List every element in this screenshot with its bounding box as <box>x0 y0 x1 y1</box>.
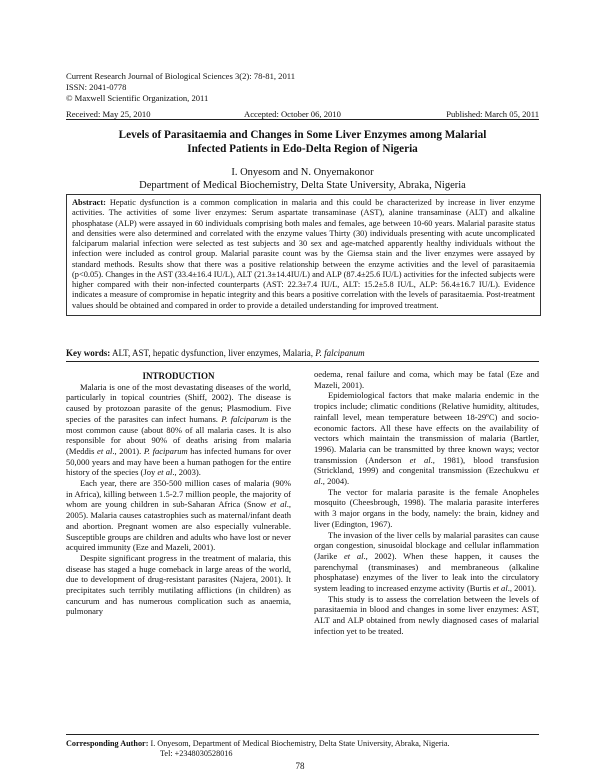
abstract-label: Abstract: <box>72 198 106 207</box>
paper-title <box>66 128 539 156</box>
left-column <box>66 371 291 617</box>
abstract-box <box>66 194 541 316</box>
section-heading-introduction: INTRODUCTION <box>142 371 215 381</box>
intro-paragraph-3-cont: oedema, renal failure and coma, which may be fatal (Eze and Mazeli, 2001). <box>314 369 539 390</box>
copyright: © Maxwell Scientific Organization, 2011 <box>66 93 209 103</box>
journal-citation: Current Research Journal of Biological Sciences 3(2): 78-81, 2011 <box>66 71 296 81</box>
title-line-1: Levels of Parasitaemia and Changes in Some Liver Enzymes among Malarial <box>118 129 487 141</box>
keywords <box>66 348 539 359</box>
keywords-rule <box>66 361 539 362</box>
accepted-date: Accepted: October 06, 2010 <box>244 109 341 119</box>
keywords-text: ALT, AST, hepatic dysfunction, liver enzymes, Malaria, <box>110 348 316 358</box>
intro-paragraph-7: This study is to assess the correlation between the levels of parasitaemia in blood and changes in some liver enzymes: AST, ALT and ALP obtained from newly diagnosed cases of malarial infection yet to be treated. <box>314 593 539 636</box>
corresponding-text: I. Onyesom, Department of Medical Biochemistry, Delta State University, Abraka, Nigeria. <box>148 739 450 748</box>
affiliation: Department of Medical Biochemistry, Delta State University, Abraka, Nigeria <box>139 180 466 191</box>
published-date: Published: March 05, 2011 <box>446 109 539 119</box>
keywords-label: Key words: <box>66 348 111 358</box>
intro-paragraph-6: The invasion of the liver cells by malarial parasites can cause organ congestion, sinusoidal blockage and cellular inflammation (Jarike et al., 2002). When these happen, it causes the parenchymal (transminases) and membraneous (alkaline phosphatase) enzymes of the liver to leak into the circulatory system leading to increased enzyme activity (Burtis et al., 2001). <box>314 529 540 594</box>
intro-paragraph-1: Malaria is one of the most devastating diseases of the world, particularly in topical countries (Shiff, 2002). The disease is caused by protozoan parasite of the genus; Plasmodium. Five species of the parasites can infect humans. P. falciparum is the most common cause (about 80% of all malaria cases. It is also responsible for about 90% of deaths arising from malaria (Meddis et al., 2001). P. faciparum has infected humans for over 50,000 years and may have been a human pathogen for the entire history of the species (Joy et al., 2003). <box>66 381 292 478</box>
corresponding-tel: Tel: +2348030528016 <box>160 749 233 758</box>
intro-paragraph-2: Each year, there are 350-500 million cases of malaria (90% in Africa), killing between 1.5-2.7 million people, the majority of whom are young children in sub-Saharan Africa (Snow et al., 2005). Malaria causes catastrophies such as maternal/infant death and abortion. Pregnant women are also especially vulnerable. Susceptible groups are children and adults who have lost or never acquired immunity (Eze and Mazeli, 2001). <box>66 478 292 553</box>
footer-rule <box>66 734 539 735</box>
right-column <box>314 369 539 637</box>
corresponding-label: Corresponding Author: <box>66 739 149 748</box>
issn: ISSN: 2041-0778 <box>66 82 127 92</box>
intro-paragraph-4: Epidemiological factors that make malaria endemic in the tropics include; climatic conditions (Relative humidity, altitudes, rainfall level, mean temperature between 18-29ºC) and socio-economic factors. All these have effects on the availability of vectors which maintain the transmission of malaria (Bartler, 1996). Malaria can be transmitted by three known ways; vector transmission (Anderson et al., 1981), blood transfusion (Strickland, 1999) and congenital transmission (Ezechukwu et al., 2004). <box>314 390 539 487</box>
page-number: 78 <box>295 761 305 771</box>
title-line-2: Infected Patients in Edo-Delta Region of Nigeria <box>187 143 418 155</box>
intro-paragraph-5: The vector for malaria parasite is the female Anopheles mosquito (Cheesbrough, 1998). The malaria parasite interferes with 3 major organs in the body, namely: the brain, kidney and liver (Edington, 1967). <box>314 486 539 529</box>
intro-paragraph-3: Despite significant progress in the treatment of malaria, this disease has staged a huge comeback in large areas of the world, due to development of drug-resistant parasites (Najera, 2001). It precipitates such terribly mutilating afflictions (in children) as cancurum and has numerous complication such as anaemia, pulmonary <box>66 552 291 617</box>
header-rule <box>66 119 539 120</box>
author-block <box>66 166 539 192</box>
keywords-italic: P. falcipanum <box>315 348 365 358</box>
author-names: I. Onyesom and N. Onyemakonor <box>231 167 374 178</box>
corresponding-author <box>66 739 539 759</box>
received-date: Received: May 25, 2010 <box>66 109 151 119</box>
abstract-text: Hepatic dysfunction is a common complication in malaria and this could be characterized by increase in liver enzyme activities. The activities of some liver enzymes: Serum aspartate transaminase (AST), alanine transaminase (ALT) and alkaline phosphatase (ALP) were assayed in 60 individuals comprising both males and females, age between 10-60 years. Malarial parasite status and densities were also determined and correlated with the enzyme values Thirty (30) individuals presenting with acute uncomplicated falciparum malarial infection were selected as test subjects and 30 sex and age-matched apparently healthy individuals without the infection were included as control group. Malarial parasite count was by the Giemsa stain and the liver enzymes were assayed by standard methods. Results show that there was a positive relationship between the enzyme activities and the level of parasitaemia (p<0.05). Changes in the AST (33.4±16.4 IU/L), ALT (21.3±14.4IU/L) and ALP (87.4±25.6 IU/L) activities for the infected subjects were higher compared with their non-infected counterparts (AST: 22.3±7.4 IU/L, ALT: 15.2±5.8 IU/L, ALP: 56.4±16.7 IU/L). Evidence indicates a measure of compromise in hepatic integrity and this bears a positive correlation with the levels of parasitaemia. Post-treatment values should be obtained and compared in order to provide a detailed understanding for improved treatment. <box>72 198 535 310</box>
